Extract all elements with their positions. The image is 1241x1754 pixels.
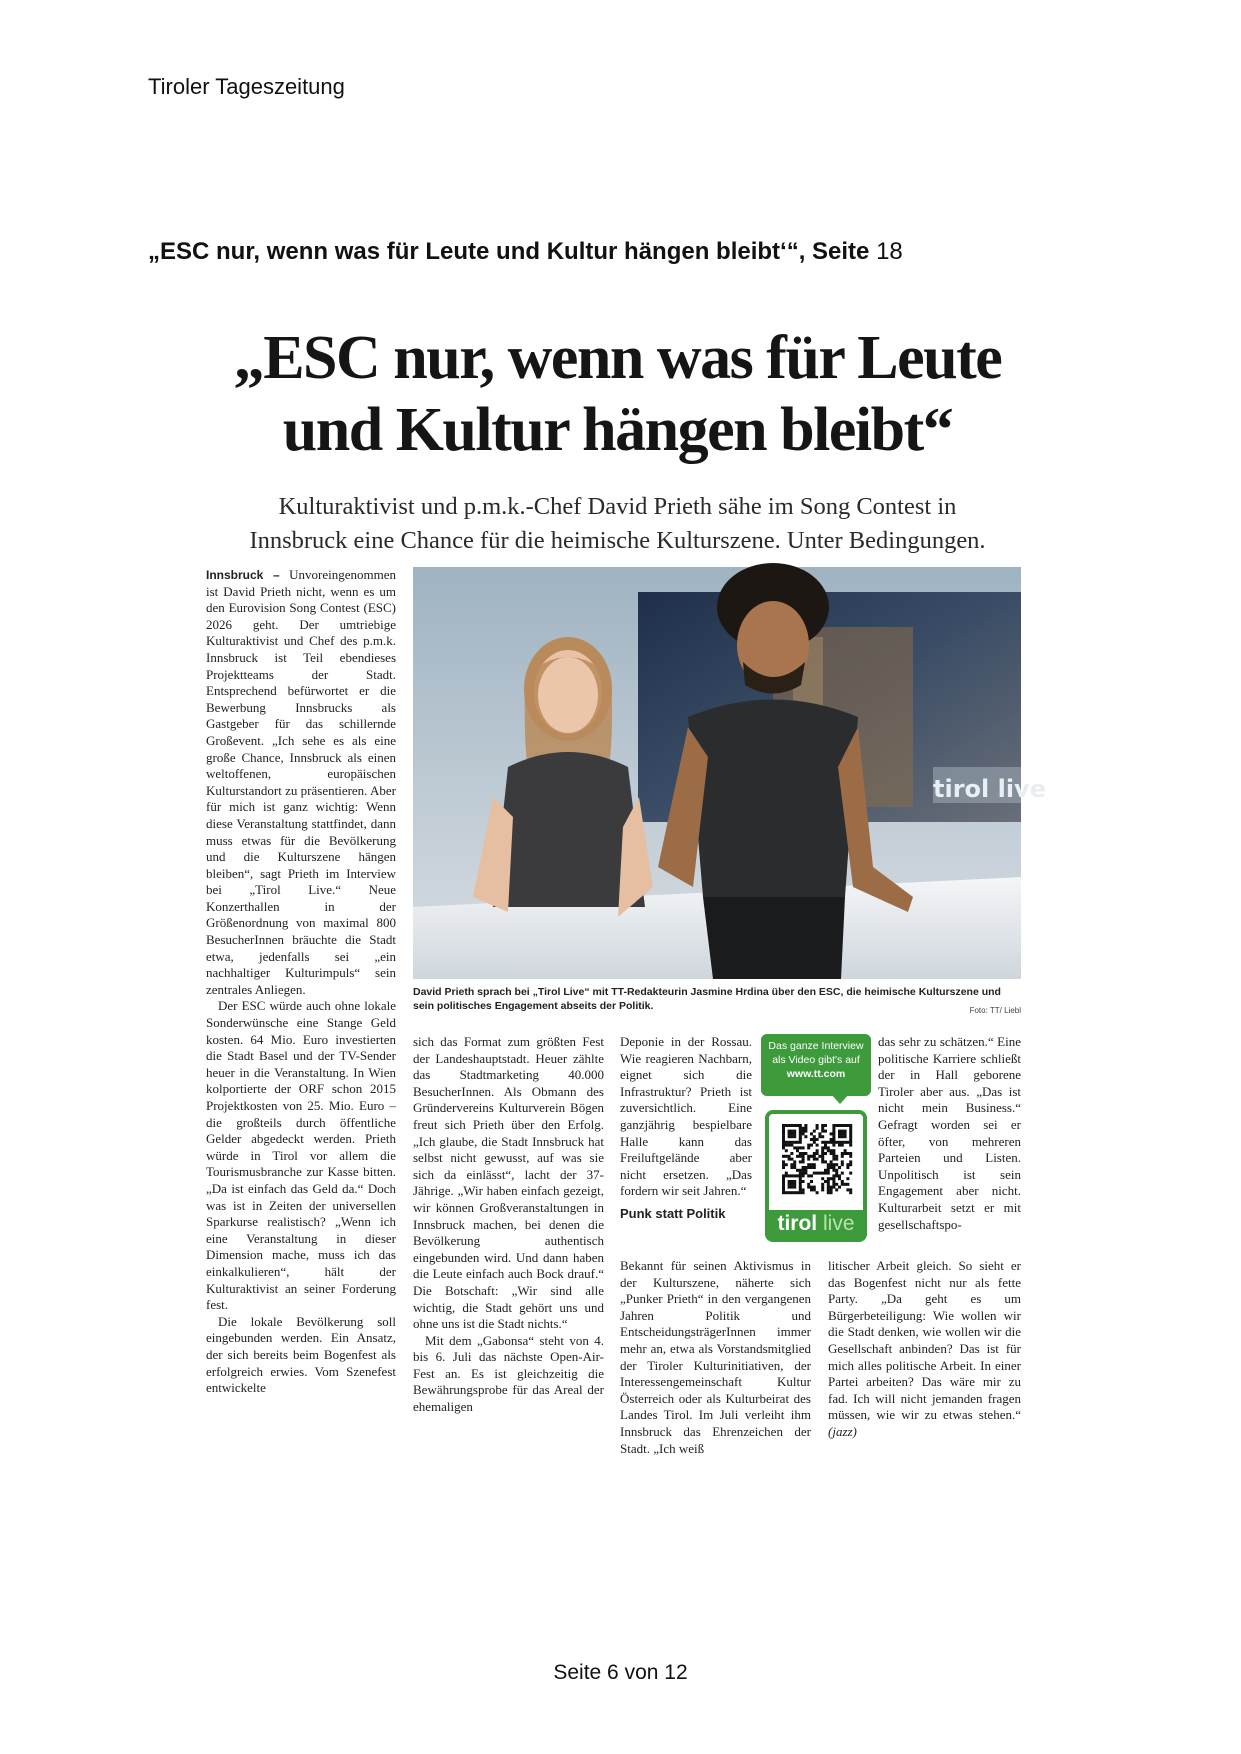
publication-name: Tiroler Tageszeitung bbox=[148, 74, 345, 99]
photo-caption: David Prieth sprach bei „Tirol Live“ mit TT-Redakteurin Jasmine Hrdina über den ESC, die heimische Kulturszene und sein politisches Engagement abseits der Politik. bbox=[413, 986, 1001, 1012]
column-4-top bbox=[878, 1034, 1021, 1233]
tv-logo: tirol live bbox=[933, 775, 1046, 803]
section-subheading: Punk statt Politik bbox=[620, 1205, 726, 1221]
column-3-top bbox=[620, 1034, 752, 1226]
article-reference bbox=[148, 238, 903, 266]
video-promo-box bbox=[761, 1034, 871, 1246]
column-4-paragraph bbox=[828, 1258, 1021, 1441]
article-headline bbox=[190, 322, 1045, 466]
promo-line-2: als Video gibt's auf bbox=[772, 1054, 860, 1066]
column-1-text: Unvoreingenommen ist David Prieth nicht, wenn es um den Eurovision Song Contest (ESC) 2026 geht. Der umtriebige Kulturaktivist und Chef des p.m.k. Innsbruck ist Teil ebendieses Projektteams der Stadt. Entsprechend befürwortet er die Bewerbung Innsbrucks als Gastgeber für das schillernde Großevent. „Ich sehe es als eine große Chance, Innsbruck als einen weltoffenen, europäischen Kulturstandort zu präsentieren. Aber für mich ist ganz wichtig: Wenn diese Veranstaltung stattfindet, dann muss etwas für die Bevölkerung und die Kulturszene hängen bleiben“, sagt Prieth im Interview bei „Tirol Live.“ Neue Konzerthallen in der Größenordnung von maximal 800 BesucherInnen bräuchte die Stadt etwa, jedenfalls sei „ein nachhaltiger Kulturimpuls“ sein zentrales Anliegen. bbox=[206, 567, 397, 997]
tirol-live-logo bbox=[769, 1210, 863, 1238]
dateline: Innsbruck – bbox=[206, 568, 280, 582]
column-1-paragraph: Die lokale Bevölkerung soll eingebunden werden. Ein Ansatz, der sich bereits beim Bogenfest als erfolgreich erwies. Vom Szenefest entwickelte bbox=[206, 1313, 396, 1396]
bubble-tail bbox=[831, 1094, 849, 1104]
promo-speech-bubble bbox=[761, 1034, 871, 1096]
photo-credit: Foto: TT/ Liebl bbox=[969, 1006, 1021, 1015]
subheadline-line-2: Innsbruck eine Chance für die heimische Kulturszene. Unter Bedingungen. bbox=[249, 527, 986, 554]
qr-frame bbox=[765, 1110, 867, 1242]
reference-page: 18 bbox=[876, 238, 903, 265]
column-3-bottom bbox=[620, 1258, 811, 1457]
brand-tirol: tirol bbox=[777, 1212, 818, 1235]
promo-url: www.tt.com bbox=[786, 1068, 846, 1080]
column-4-text: litischer Arbeit gleich. So sieht er das Bogenfest nicht nur als fette Party. „Da geht es um Bürgerbeteiligung: Wie wollen wir die Stadt denken, wie wollen wir die Gesellschaft anbinden? Das ist für mich alles politische Arbeit. In einer Partei arbeiten? Das wäre mir zu fad. Ich will nicht jemanden fragen müssen, wie wir zu etwas stehen.“ bbox=[828, 1258, 1021, 1423]
page-number: Seite 6 von 12 bbox=[553, 1661, 688, 1684]
column-1-paragraph bbox=[206, 567, 396, 998]
column-4-paragraph: das sehr zu schätzen.“ Eine politische Karriere schließt der in Hall geborene Tiroler aber aus. „Das ist nicht mein Business.“ Gefragt worden sei er öfter, von mehreren Parteien und Listen. Unpolitisch ist sein Engagement aber nicht. Kulturarbeit setzt er mit gesellschaftspo- bbox=[878, 1034, 1021, 1232]
brand-live: live bbox=[823, 1212, 855, 1235]
reference-title: „ESC nur, wenn was für Leute und Kultur hängen bleibt‘“, Seite bbox=[148, 238, 870, 265]
column-3-paragraph: Bekannt für seinen Aktivismus in der Kulturszene, näherte sich „Punker Prieth“ in den vergangenen Jahren Politik und EntscheidungsträgerInnen immer mehr an, etwa als Vorstandsmitglied der Tiroler Kulturinitiativen, der Interessengemeinschaft Kultur Österreich oder als Kulturbeirat des Landes Tirol. Im Juli verleiht ihm Innsbruck das Ehrenzeichen der Stadt. „Ich weiß bbox=[620, 1258, 811, 1456]
subheadline-line-1: Kulturaktivist und p.m.k.-Chef David Prieth sähe im Song Contest in bbox=[278, 493, 957, 520]
column-4-bottom bbox=[828, 1258, 1021, 1441]
author-signature: (jazz) bbox=[828, 1423, 857, 1439]
column-2-paragraph: Mit dem „Gabonsa“ steht von 4. bis 6. Juli das nächste Open-Air-Fest an. Es ist gleichzeitig die Bewährungsprobe für das Areal der ehemaligen bbox=[413, 1332, 604, 1415]
column-1 bbox=[206, 567, 396, 1397]
column-2 bbox=[413, 1034, 604, 1416]
headline-line-1: „ESC nur, wenn was für Leute bbox=[233, 324, 1002, 392]
article-subheadline bbox=[195, 490, 1040, 558]
article-photo bbox=[413, 567, 1046, 979]
headline-line-2: und Kultur hängen bleibt“ bbox=[282, 396, 953, 464]
column-3-paragraph: Deponie in der Rossau. Wie reagieren Nachbarn, eignet sich die Infrastruktur? Prieth ist zuversichtlich. Eine ganzjährig bespielbare Halle kann das Freiluftgelände aber nicht ersetzen. „Das fordern wir seit Jahren.“ bbox=[620, 1034, 752, 1199]
column-1-paragraph: Der ESC würde auch ohne lokale Sonderwünsche eine Stange Geld kosten. 64 Mio. Euro investierten die Stadt Basel und der TV-Sender heuer in die Veranstaltung. In Wien kolportierte der ORF schon 2015 Projektkosten von 25. Mio. Euro – die großteils durch öffentliche Gelder abgedeckt werden. Prieth würde in Tirol vor allem die Tourismusbranche zur Kasse bitten. „Da ist einfach das Geld da.“ Doch was ist in Zeiten der universellen Sparkurse realistisch? „Wenn ich eine Veranstaltung in dieser Dimension mache, muss ich das einkalkulieren“, hält der Kulturaktivist an seiner Forderung fest. bbox=[206, 998, 396, 1313]
promo-line-1: Das ganze Interview bbox=[768, 1040, 864, 1052]
column-2-paragraph: sich das Format zum größten Fest der Landeshauptstadt. Heuer zählte das Stadtmarketing 40.000 BesucherInnen. Als Obmann des Gründervereins Kulturverein Bögen freut sich Prieth über den Erfolg. „Ich glaube, die Stadt Innsbruck hat selbst nicht gewusst, auf was sie sich da einlässt“, lacht der 37-Jährige. „Wir haben einfach gezeigt, wir können Großveranstaltungen in Innsbruck machen, bei denen die Bevölkerung authentisch eingebunden wird. Und dann haben die Leute einfach auch Bock drauf.“ Die Botschaft: „Wir sind alle wichtig, die Stadt gehört uns und ohne uns ist die Stadt nichts.“ bbox=[413, 1034, 604, 1332]
qr-code-icon[interactable] bbox=[782, 1124, 852, 1194]
studio-photo-illustration bbox=[413, 567, 1046, 979]
